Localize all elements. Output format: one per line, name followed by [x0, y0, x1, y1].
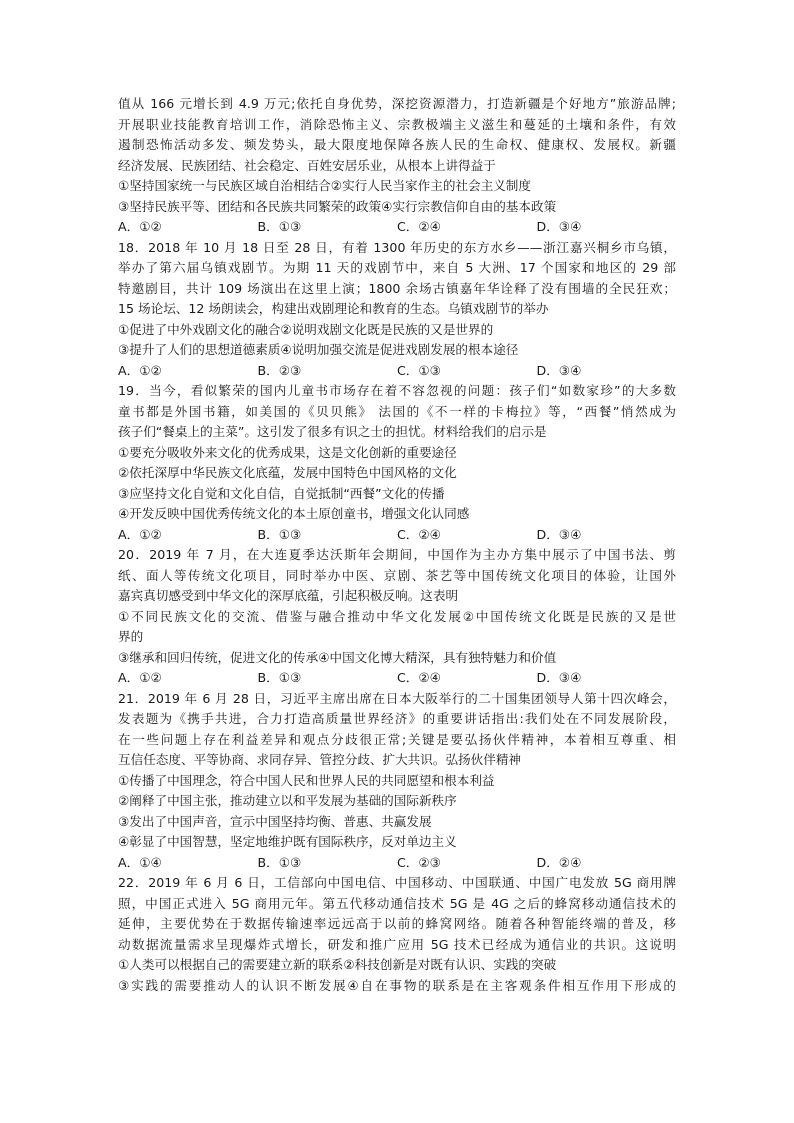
option-b: B．①③ [257, 219, 302, 234]
q21-stem-line: 发表题为《携手共进，合力打造高质量世界经济》的重要讲话指出:我们处在不同发展阶段， [118, 711, 676, 726]
option-d: D．③④ [536, 526, 582, 542]
q20-stem-line: 嘉宾真切感受到中华文化的深厚底蕴，引起积极反响。这表明 [118, 588, 459, 603]
option-a: A．①② [118, 362, 162, 378]
q19-stem-line: 孩子们“餐桌上的主菜”。这引发了很多有识之士的担忧。材料给我们的启示是 [118, 424, 547, 439]
option-c: C．②④ [397, 219, 441, 234]
q20-stem-line: 20．2019 年 7 月，在大连夏季达沃斯年会期间，中国作为主办方集中展示了中国书法、剪 [118, 547, 676, 562]
question-19 [118, 381, 676, 545]
q17-stem-line: 开展职业技能教育培训工作，消除恐怖主义、宗教极端主义滋生和蔓延的土壤和条件，有效 [118, 116, 676, 132]
option-a: A．①② [118, 670, 162, 685]
q22-statement: ①人类可以根据自己的需要建立新的联系②科技创新是对既有认识、实践的突破 [118, 957, 557, 972]
option-b: B．②③ [257, 362, 302, 378]
q18-stem-line: 18．2018 年 10 月 18 日至 28 日，有着 1300 年历史的东方水乡——浙江嘉兴桐乡市乌镇， [118, 239, 676, 255]
question-20 [118, 545, 676, 689]
q21-statement: ③发出了中国声音，宣示中国坚持均衡、普惠、共赢发展 [118, 813, 432, 829]
option-d: D．②④ [536, 854, 582, 870]
question-18 [118, 238, 676, 382]
q19-stem-line: 19．当今，看似繁荣的国内儿童书市场存在着不容忽视的问题：孩子们“如数家珍”的大多数 [118, 383, 676, 398]
q18-stem-line: 举办了第六届乌镇戏剧节。为期 11 天的戏剧节中，来自 5 大洲、17 个国家和地区的 29 部 [118, 260, 676, 275]
q17-statement: ①坚持国家统一与民族区域自治相结合②实行人民当家作主的社会主义制度 [118, 178, 531, 193]
q21-statement: ④彰显了中国智慧，坚定地维护既有国际秩序，反对单边主义 [118, 834, 457, 849]
q22-stem-line: 照，中国正式进入 5G 商用元年。第五代移动通信技术 5G 是 4G 之后的蜂窝移动通信技术的 [118, 895, 676, 911]
option-b: B．①③ [257, 670, 302, 685]
q22-stem-line: 22．2019 年 6 月 6 日，工信部向中国电信、中国移动、中国联通、中国广电发放 5G 商用牌 [118, 875, 676, 890]
question-22 [118, 873, 676, 996]
q19-statement: ③应坚持文化自觉和文化自信，自觉抵制“西餐”文化的传播 [118, 485, 445, 501]
option-c: C．①③ [397, 362, 441, 378]
q21-options [118, 853, 676, 874]
q19-statement: ①要充分吸收外来文化的优秀成果，这是文化创新的重要途径 [118, 444, 457, 460]
option-b: B．①③ [257, 854, 302, 870]
q17-stem-line: 经济发展、民族团结、社会稳定、百姓安居乐业，从根本上讲得益于 [118, 157, 496, 173]
q21-statement: ①传播了中国理念，符合中国人民和世界人民的共同愿望和根本利益 [118, 772, 495, 788]
question-21 [118, 689, 676, 874]
option-d: D．③④ [536, 362, 582, 378]
q18-statement: ①促进了中外戏剧文化的融合②说明戏剧文化既是民族的又是世界的 [118, 321, 494, 337]
option-d: D．③④ [536, 670, 582, 685]
option-d: D．③④ [536, 219, 582, 234]
q20-statement: ③继承和回归传统，促进文化的传承④中国文化博大精深，具有独特魅力和价值 [118, 649, 557, 665]
option-c: C．②③ [397, 854, 441, 870]
option-c: C．②④ [397, 526, 441, 542]
q20-options [118, 668, 676, 689]
q19-statement: ②依托深厚中华民族文化底蕴，发展中国特色中国风格的文化 [118, 465, 457, 480]
option-a: A．①② [118, 526, 162, 542]
q19-statement: ④开发反映中国优秀传统文化的本土原创童书，增强文化认同感 [118, 506, 470, 521]
exam-page [118, 94, 676, 996]
option-a: A．①② [118, 219, 162, 234]
q21-stem-line: 互信任态度、平等协商、求同存异、管控分歧、扩大共识。弘扬伙伴精神 [118, 752, 521, 767]
q22-stem-line: 延伸，主要优势在于数据传输速率远远高于以前的蜂窝网络。随着各种智能终端的普及，移 [118, 916, 676, 931]
option-b: B．①③ [257, 526, 302, 542]
q22-stem-line: 动数据流量需求呈现爆炸式增长，研发和推广应用 5G 技术已经成为通信业的共识。这说明 [118, 936, 676, 952]
q22-statement: ③实践的需要推动人的认识不断发展④自在事物的联系是在主客观条件相互作用下形成的 [118, 977, 676, 993]
q19-options [118, 525, 676, 546]
option-c: C．②④ [397, 670, 441, 685]
q17-stem-line: 遏制恐怖活动多发、频发势头，最大限度地保障各族人民的生命权、健康权、发展权。新疆 [118, 137, 676, 152]
q17-stem-line: 值从 166 元增长到 4.9 万元;依托自身优势，深挖资源潜力，打造新疆是个好地方”旅游品牌; [118, 96, 676, 111]
q17-options [118, 217, 676, 238]
q18-options [118, 361, 676, 382]
question-17 [118, 94, 676, 238]
q20-statement: 界的 [118, 629, 144, 644]
q21-stem-line: 21．2019 年 6 月 28 日，习近平主席出席在日本大阪举行的二十国集团领导人第十四次峰会， [118, 690, 676, 706]
q19-stem-line: 童书都是外国书籍，如美国的《贝贝熊》 法国的《不一样的卡梅拉》等，“西餐”悄然成为 [118, 403, 676, 419]
q18-stem-line: 15 场论坛、12 场朗读会，构建出戏剧理论和教育的生态。乌镇戏剧节的举办 [118, 301, 549, 316]
q17-statement: ③坚持民族平等、团结和各民族共同繁荣的政策④实行宗教信仰自由的基本政策 [118, 198, 557, 214]
q18-statement: ③提升了人们的思想道德素质④说明加强交流是促进戏剧发展的根本途径 [118, 342, 519, 357]
q18-stem-line: 特邀剧目，共计 109 场演出在这里上演；1800 余场古镇嘉年华诠释了没有围墙的全民狂欢； [118, 280, 676, 296]
q20-stem-line: 纸、面人等传统文化项目，同时举办中医、京剧、茶艺等中国传统文化项目的体验，让国外 [118, 567, 676, 583]
q21-statement: ②阐释了中国主张，推动建立以和平发展为基础的国际新秩序 [118, 793, 457, 808]
q20-statement: ①不同民族文化的交流、借鉴与融合推动中华文化发展②中国传统文化既是民族的又是世 [118, 608, 676, 624]
option-a: A．①④ [118, 854, 162, 870]
q21-stem-line: 在一些问题上存在利益差异和观点分歧很正常;关键是要弘扬伙伴精神，本着相互尊重、相 [118, 731, 676, 747]
